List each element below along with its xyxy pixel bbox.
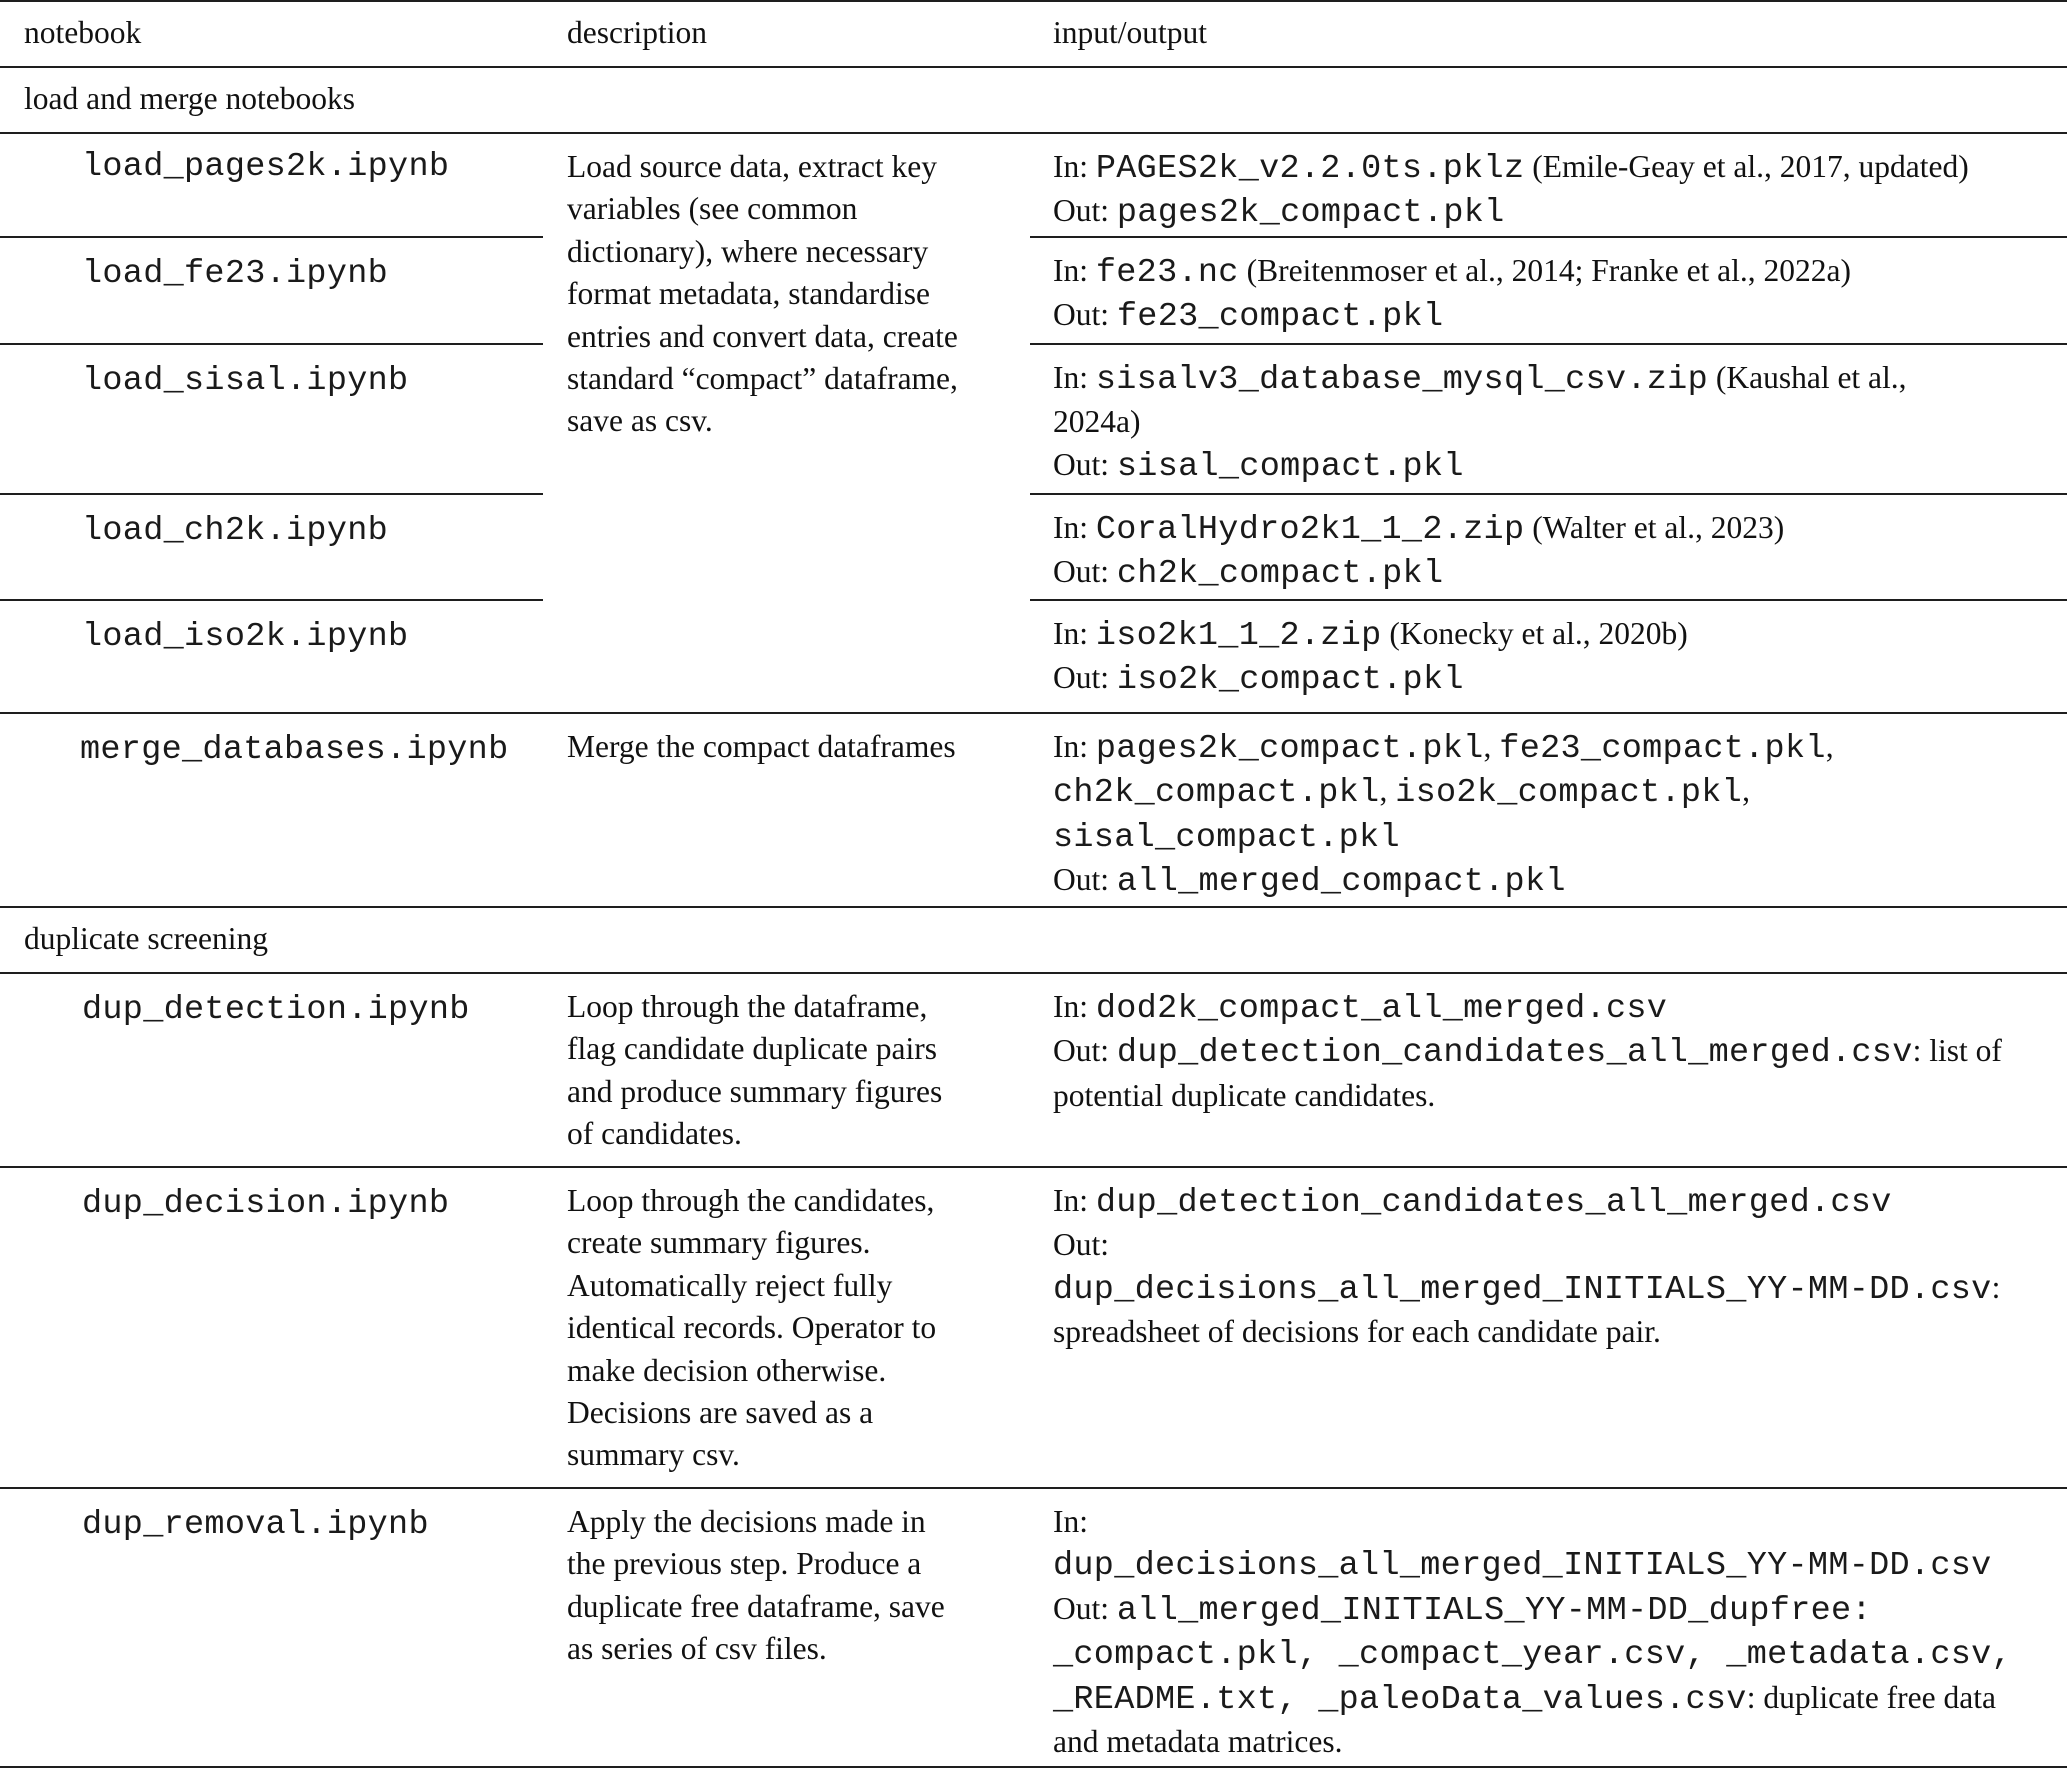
io-text: (Kaushal et al., <box>1707 360 1907 395</box>
description-line: format metadata, standardise <box>567 276 930 312</box>
notebook-name: dup_detection.ipynb <box>82 991 470 1029</box>
row-rule <box>0 599 543 601</box>
description-line: the previous step. Produce a <box>567 1546 922 1582</box>
description-line: create summary figures. <box>567 1225 871 1261</box>
row-rule <box>0 972 2067 974</box>
row-rule <box>0 712 2067 714</box>
description-line: of candidates. <box>567 1116 742 1152</box>
io-cell <box>1053 1501 2058 1763</box>
table-bottom-rule <box>0 1766 2067 1768</box>
io-text: In: <box>1053 149 1096 184</box>
file-name: all_merged_compact.pkl <box>1116 863 1566 902</box>
notebook-name: dup_removal.ipynb <box>82 1506 429 1544</box>
io-line <box>1053 1267 2058 1311</box>
io-line <box>1053 1588 2058 1632</box>
description-line: as series of csv files. <box>567 1631 827 1667</box>
file-name: dup_detection_candidates_all_merged.csv <box>1095 1184 1892 1222</box>
io-text: In: <box>1053 253 1096 288</box>
file-name: ch2k_compact.pkl <box>1116 555 1444 594</box>
io-text: In: <box>1053 729 1096 764</box>
section-title-duplicate-screening: duplicate screening <box>24 921 269 956</box>
io-line <box>1053 815 2058 859</box>
io-text: , <box>1483 729 1500 764</box>
file-name: fe23.nc <box>1095 254 1239 292</box>
io-cell <box>1053 726 2058 904</box>
row-rule <box>0 236 543 238</box>
io-text: In: <box>1053 360 1096 395</box>
io-text: , <box>1825 729 1834 764</box>
table-top-rule <box>0 0 2067 2</box>
io-line <box>1053 1180 2058 1224</box>
io-text: Out: <box>1053 1033 1117 1069</box>
io-text: In: <box>1053 510 1096 545</box>
io-text: : <box>1991 1269 2001 1305</box>
io-text: 2024a) <box>1053 404 1141 440</box>
description-line: Load source data, extract key <box>567 149 937 184</box>
column-header-description: description <box>567 15 707 50</box>
file-name: CoralHydro2k1_1_2.zip <box>1095 511 1525 549</box>
io-line <box>1053 613 2058 657</box>
file-name: fe23_compact.pkl <box>1116 298 1444 337</box>
io-cell <box>1053 146 2058 235</box>
column-header-input-output: input/output <box>1053 15 1208 50</box>
io-text: , <box>1742 773 1750 809</box>
column-header-notebook: notebook <box>24 15 142 50</box>
row-description <box>567 986 1012 1156</box>
description-line: Apply the decisions made in <box>567 1504 926 1539</box>
file-name: pages2k_compact.pkl <box>1095 730 1484 768</box>
io-text: Out: <box>1053 1590 1117 1626</box>
file-name: pages2k_compact.pkl <box>1116 194 1505 233</box>
file-name: PAGES2k_v2.2.0ts.pklz <box>1095 150 1525 188</box>
file-name: _compact.pkl, _compact_year.csv, _metadata.csv, <box>1053 1636 2012 1675</box>
section-rule <box>0 132 2067 134</box>
io-text: Out: <box>1053 660 1117 696</box>
io-line <box>1053 1030 2058 1074</box>
section-title-load-merge: load and merge notebooks <box>24 81 355 116</box>
description-line: Loop through the candidates, <box>567 1183 935 1218</box>
file-name: sisal_compact.pkl <box>1116 447 1464 486</box>
io-text: and metadata matrices. <box>1053 1724 1343 1760</box>
io-line <box>1053 726 2058 770</box>
row-rule <box>1030 343 2067 345</box>
io-line <box>1053 1501 2058 1543</box>
description-line: identical records. Operator to <box>567 1310 937 1346</box>
row-rule <box>0 493 543 495</box>
io-cell <box>1053 357 2058 488</box>
io-text: In: <box>1053 1504 1088 1539</box>
description-line: duplicate free dataframe, save <box>567 1588 945 1624</box>
notebook-name: load_sisal.ipynb <box>82 362 409 400</box>
description-line: summary csv. <box>567 1437 740 1473</box>
io-line <box>1053 294 2058 338</box>
row-rule <box>0 1487 2067 1489</box>
description-line: entries and convert data, create <box>567 318 958 354</box>
row-rule <box>0 1166 2067 1168</box>
io-cell <box>1053 507 2058 596</box>
io-line <box>1053 146 2058 190</box>
io-text: Out: <box>1053 1227 1110 1263</box>
file-name: all_merged_INITIALS_YY-MM-DD_dupfree: <box>1116 1591 1872 1630</box>
io-line <box>1053 551 2058 595</box>
io-text: : list of <box>1912 1033 2002 1069</box>
io-line <box>1053 1543 2058 1587</box>
description-line: dictionary), where necessary <box>567 233 929 269</box>
notebook-name: load_fe23.ipynb <box>82 255 389 293</box>
description-line: flag candidate duplicate pairs <box>567 1031 937 1067</box>
io-line <box>1053 1721 2058 1763</box>
io-line <box>1053 1677 2058 1721</box>
io-line <box>1053 770 2058 814</box>
io-text: In: <box>1053 989 1096 1024</box>
notebook-name: load_ch2k.ipynb <box>82 512 389 550</box>
io-cell <box>1053 1180 2058 1354</box>
file-name: fe23_compact.pkl <box>1499 730 1826 768</box>
description-line: Loop through the dataframe, <box>567 989 928 1024</box>
io-text: : duplicate free data <box>1746 1679 1996 1715</box>
io-text: Out: <box>1053 862 1117 898</box>
io-line <box>1053 507 2058 551</box>
io-cell <box>1053 250 2058 339</box>
file-name: iso2k_compact.pkl <box>1116 661 1464 700</box>
notebook-name: load_iso2k.ipynb <box>82 618 409 656</box>
file-name: sisalv3_database_mysql_csv.zip <box>1095 361 1708 399</box>
io-cell <box>1053 613 2058 702</box>
file-name: dup_detection_candidates_all_merged.csv <box>1116 1034 1913 1073</box>
io-text: spreadsheet of decisions for each candidate pair. <box>1053 1314 1661 1350</box>
io-text: (Walter et al., 2023) <box>1524 510 1785 545</box>
section-rule <box>0 906 2067 908</box>
file-name: sisal_compact.pkl <box>1053 818 1400 857</box>
io-line <box>1053 250 2058 294</box>
io-text: (Emile-Geay et al., 2017, updated) <box>1524 149 1969 184</box>
notebook-name: load_pages2k.ipynb <box>82 148 450 186</box>
row-rule <box>0 343 543 345</box>
file-name: dod2k_compact_all_merged.csv <box>1095 990 1668 1028</box>
io-line <box>1053 1224 2058 1266</box>
notebook-name: dup_decision.ipynb <box>82 1185 450 1223</box>
file-name: ch2k_compact.pkl <box>1053 774 1380 813</box>
io-line <box>1053 190 2058 234</box>
file-name: dup_decisions_all_merged_INITIALS_YY-MM-DD.csv <box>1053 1270 1992 1309</box>
io-line <box>1053 1632 2058 1676</box>
row-rule <box>1030 236 2067 238</box>
description-line: standard “compact” dataframe, <box>567 361 958 397</box>
io-line <box>1053 1311 2058 1353</box>
description-line: make decision otherwise. <box>567 1352 887 1388</box>
merge-description: Merge the compact dataframes <box>567 729 956 764</box>
row-description <box>567 1501 1012 1671</box>
io-text: Out: <box>1053 446 1117 482</box>
io-text: Out: <box>1053 554 1117 590</box>
io-line <box>1053 357 2058 401</box>
io-text: potential duplicate candidates. <box>1053 1077 1436 1113</box>
file-name: dup_decisions_all_merged_INITIALS_YY-MM-DD.csv <box>1053 1547 1992 1586</box>
io-line <box>1053 444 2058 488</box>
io-text: (Breitenmoser et al., 2014; Franke et al., 2022a) <box>1238 253 1852 288</box>
notebook-name: merge_databases.ipynb <box>80 731 509 769</box>
row-description <box>567 1180 1012 1477</box>
row-rule <box>1030 599 2067 601</box>
description-line: Automatically reject fully <box>567 1267 893 1303</box>
header-rule <box>0 66 2067 68</box>
load-description <box>567 146 1012 443</box>
file-name: _README.txt, _paleoData_values.csv <box>1053 1680 1747 1719</box>
io-line <box>1053 401 2058 443</box>
io-text: (Konecky et al., 2020b) <box>1381 616 1688 651</box>
description-line: variables (see common <box>567 191 858 227</box>
description-line: save as csv. <box>567 403 713 439</box>
io-text: In: <box>1053 1183 1096 1218</box>
io-text: Out: <box>1053 297 1117 333</box>
io-cell <box>1053 986 2058 1117</box>
io-text: , <box>1379 773 1396 809</box>
io-line <box>1053 986 2058 1030</box>
file-name: iso2k1_1_2.zip <box>1095 617 1382 655</box>
file-name: iso2k_compact.pkl <box>1395 774 1743 813</box>
description-line: Decisions are saved as a <box>567 1395 874 1431</box>
io-line <box>1053 657 2058 701</box>
io-line <box>1053 1075 2058 1117</box>
io-text: In: <box>1053 616 1096 651</box>
description-line: and produce summary figures <box>567 1073 943 1109</box>
io-line <box>1053 859 2058 903</box>
io-text: Out: <box>1053 193 1117 229</box>
row-rule <box>1030 493 2067 495</box>
